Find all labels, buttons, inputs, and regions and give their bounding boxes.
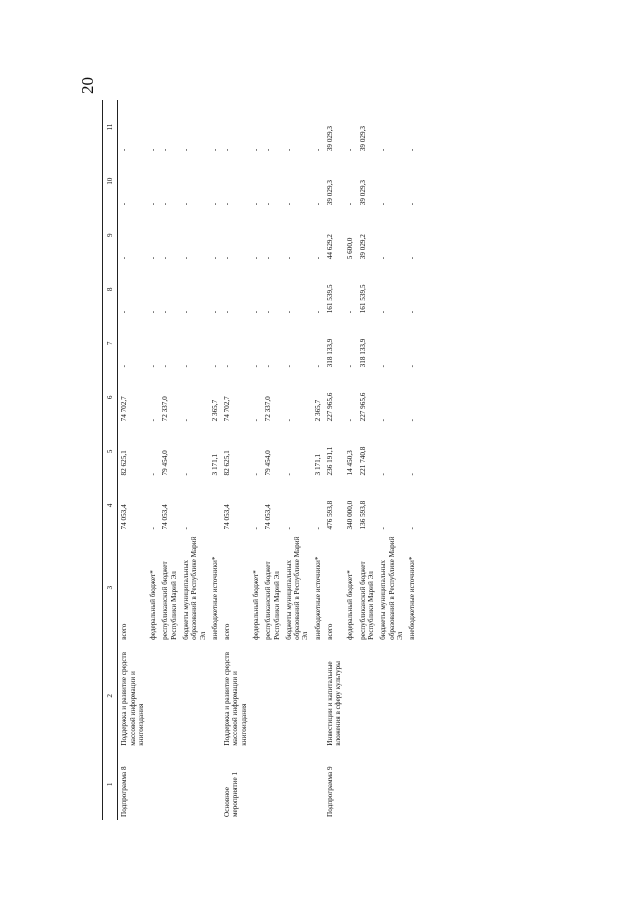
- value-cell: -: [264, 364, 273, 368]
- value-cell: 74 053,4: [120, 504, 129, 530]
- page-number: 20: [78, 77, 97, 94]
- value-cell: -: [251, 473, 260, 476]
- value-cell: -: [149, 418, 158, 422]
- column-number-1: 1: [103, 749, 118, 820]
- value-cell: -: [284, 148, 293, 152]
- table-row: [159, 100, 180, 820]
- value-cell: -: [313, 364, 322, 368]
- value-cell: -: [408, 202, 417, 206]
- program-title-cell: [406, 643, 418, 749]
- value-cell: -: [149, 473, 158, 476]
- value-cell: 39 029,3: [358, 180, 367, 206]
- value-cell: -: [120, 148, 129, 152]
- value-cell: -: [346, 202, 355, 206]
- value-cell: 136 593,8: [358, 500, 367, 530]
- value-cell: 227 965,6: [325, 392, 334, 422]
- program-name-cell: [357, 749, 378, 820]
- program-name-cell: [312, 749, 324, 820]
- table-row: [344, 100, 356, 820]
- value-cell: -: [264, 310, 273, 314]
- program-title-cell: [312, 643, 324, 749]
- value-cell: -: [251, 148, 260, 152]
- column-number-header: [103, 100, 118, 820]
- value-cell: 476 593,8: [325, 500, 334, 530]
- program-name-cell: [159, 749, 180, 820]
- funding-source-cell: республиканский бюджет Республики Марий Эл: [161, 561, 178, 640]
- value-cell: 74 053,4: [264, 504, 273, 530]
- value-cell: -: [408, 364, 417, 368]
- value-cell: 74 053,4: [223, 504, 232, 530]
- funding-source-cell: республиканский бюджет Республики Марий Эл: [358, 561, 376, 640]
- value-cell: -: [181, 473, 190, 476]
- table-row: [262, 100, 283, 820]
- program-name-cell: [262, 749, 283, 820]
- value-cell: -: [313, 256, 322, 260]
- value-cell: -: [251, 527, 260, 530]
- value-cell: -: [181, 527, 190, 530]
- value-cell: -: [284, 256, 293, 260]
- value-cell: -: [210, 202, 219, 206]
- column-number-3: 3: [103, 532, 118, 642]
- program-name-cell: [283, 749, 312, 820]
- value-cell: -: [251, 310, 260, 314]
- program-name-cell: [147, 749, 159, 820]
- funding-source-cell: федеральный бюджет*: [251, 570, 260, 640]
- value-cell: -: [210, 364, 219, 368]
- value-cell: -: [379, 418, 388, 422]
- column-number-5: 5: [103, 424, 118, 478]
- value-cell: -: [251, 364, 260, 368]
- value-cell: 82 625,1: [223, 450, 232, 476]
- value-cell: -: [313, 310, 322, 314]
- table-row: [147, 100, 159, 820]
- program-name-cell: [209, 749, 221, 820]
- value-cell: -: [161, 364, 170, 368]
- value-cell: -: [264, 148, 273, 152]
- column-number-7: 7: [103, 316, 118, 370]
- value-cell: -: [161, 202, 170, 206]
- table-row: [377, 100, 406, 820]
- value-cell: -: [210, 256, 219, 260]
- value-cell: 5 600,0: [346, 237, 355, 260]
- value-cell: -: [313, 527, 322, 530]
- value-cell: -: [223, 202, 232, 206]
- value-cell: 2 365,7: [313, 399, 322, 422]
- table-row: [250, 100, 262, 820]
- value-cell: -: [210, 148, 219, 152]
- value-cell: 72 337,0: [161, 396, 170, 422]
- value-cell: -: [408, 256, 417, 260]
- value-cell: -: [346, 364, 355, 368]
- value-cell: 227 965,6: [358, 392, 367, 422]
- value-cell: -: [408, 148, 417, 152]
- value-cell: -: [161, 256, 170, 260]
- table-row: [312, 100, 324, 820]
- table-row: [283, 100, 312, 820]
- value-cell: -: [346, 148, 355, 152]
- funding-source-cell: бюджеты муниципальных образований в Республике Марий Эл: [379, 536, 404, 640]
- value-cell: -: [149, 310, 158, 314]
- column-number-10: 10: [103, 154, 118, 208]
- program-name-cell: Подпрограмма 9: [325, 766, 334, 817]
- program-name-cell: [406, 749, 418, 820]
- value-cell: -: [161, 310, 170, 314]
- funding-source-cell: бюджеты муниципальных образований в Республике Марий Эл: [181, 536, 207, 640]
- rotated-table-container: [102, 100, 622, 820]
- program-title-cell: [180, 643, 209, 749]
- program-title-cell: [209, 643, 221, 749]
- funding-source-cell: федеральный бюджет*: [346, 570, 355, 640]
- value-cell: -: [284, 418, 293, 422]
- value-cell: -: [284, 527, 293, 530]
- value-cell: 74 053,4: [161, 504, 170, 530]
- funding-source-cell: республиканский бюджет Республики Марий Эл: [264, 561, 281, 640]
- value-cell: 221 740,8: [358, 446, 367, 476]
- value-cell: -: [379, 527, 388, 530]
- value-cell: -: [379, 202, 388, 206]
- value-cell: -: [284, 310, 293, 314]
- column-number-4: 4: [103, 478, 118, 532]
- value-cell: -: [408, 418, 417, 422]
- value-cell: -: [408, 527, 417, 530]
- value-cell: -: [346, 418, 355, 422]
- value-cell: -: [251, 418, 260, 422]
- value-cell: 14 450,3: [346, 450, 355, 476]
- value-cell: -: [210, 310, 219, 314]
- value-cell: -: [284, 473, 293, 476]
- value-cell: -: [120, 202, 129, 206]
- value-cell: -: [408, 310, 417, 314]
- value-cell: 161 539,5: [358, 284, 367, 314]
- value-cell: -: [181, 148, 190, 152]
- table-row: [209, 100, 221, 820]
- table-row: [221, 100, 250, 820]
- value-cell: 79 454,0: [161, 450, 170, 476]
- table-body: [118, 100, 419, 820]
- funding-source-cell: внебюджетные источники*: [313, 556, 322, 640]
- program-title-cell: [344, 643, 356, 749]
- program-title-cell: Поддержка и развитие средств массовой информации и книгоиздания: [223, 651, 248, 746]
- value-cell: -: [181, 418, 190, 422]
- table-row: [357, 100, 378, 820]
- value-cell: -: [120, 364, 129, 368]
- value-cell: -: [223, 364, 232, 368]
- value-cell: 79 454,0: [264, 450, 273, 476]
- column-number-9: 9: [103, 208, 118, 262]
- program-title-cell: [377, 643, 406, 749]
- value-cell: -: [251, 256, 260, 260]
- funding-source-cell: всего: [325, 623, 334, 640]
- value-cell: -: [149, 364, 158, 368]
- value-cell: -: [264, 256, 273, 260]
- value-cell: -: [181, 202, 190, 206]
- value-cell: 44 629,2: [325, 234, 334, 260]
- value-cell: -: [313, 148, 322, 152]
- value-cell: -: [346, 310, 355, 314]
- program-title-cell: [159, 643, 180, 749]
- program-name-cell: Подпрограмма 8: [120, 766, 129, 817]
- value-cell: -: [149, 148, 158, 152]
- value-cell: 318 133,9: [358, 338, 367, 368]
- value-cell: -: [120, 310, 129, 314]
- value-cell: -: [149, 256, 158, 260]
- value-cell: 39 029,2: [358, 234, 367, 260]
- value-cell: 236 191,1: [325, 446, 334, 476]
- value-cell: 318 133,9: [325, 338, 334, 368]
- value-cell: 72 337,0: [264, 396, 273, 422]
- value-cell: 39 029,3: [325, 126, 334, 152]
- value-cell: -: [251, 202, 260, 206]
- funding-source-cell: федеральный бюджет*: [149, 570, 158, 640]
- value-cell: -: [408, 473, 417, 476]
- value-cell: -: [223, 148, 232, 152]
- program-name-cell: [344, 749, 356, 820]
- value-cell: -: [284, 202, 293, 206]
- value-cell: 161 539,5: [325, 284, 334, 314]
- value-cell: -: [264, 202, 273, 206]
- program-title-cell: [283, 643, 312, 749]
- program-name-cell: Основное мероприятие 1: [223, 771, 240, 817]
- value-cell: 340 000,0: [346, 500, 355, 530]
- value-cell: -: [379, 473, 388, 476]
- value-cell: [209, 478, 221, 532]
- value-cell: -: [379, 364, 388, 368]
- program-title-cell: Инвестиции и капитальные вложения в сферу культуры: [325, 661, 343, 746]
- value-cell: 39 029,3: [325, 180, 334, 206]
- funding-source-cell: бюджеты муниципальных образований в Республике Марий Эл: [284, 536, 310, 640]
- value-cell: -: [223, 310, 232, 314]
- program-title-cell: Поддержка и развитие средств массовой информации и книгоиздания: [120, 651, 145, 746]
- value-cell: 82 625,1: [120, 450, 129, 476]
- value-cell: -: [149, 527, 158, 530]
- value-cell: 3 171,1: [313, 453, 322, 476]
- table-row: [118, 100, 147, 820]
- funding-source-cell: всего: [223, 623, 232, 640]
- program-name-cell: [250, 749, 262, 820]
- column-number-11: 11: [103, 100, 118, 154]
- funding-source-cell: всего: [120, 623, 129, 640]
- table-row: [180, 100, 209, 820]
- funding-source-cell: внебюджетные источники*: [210, 556, 219, 640]
- value-cell: -: [120, 256, 129, 260]
- value-cell: -: [181, 364, 190, 368]
- value-cell: -: [181, 256, 190, 260]
- value-cell: 74 702,7: [120, 396, 129, 422]
- value-cell: 3 171,1: [210, 453, 219, 476]
- value-cell: -: [379, 310, 388, 314]
- financing-table: [102, 100, 418, 820]
- table-row: [406, 100, 418, 820]
- value-cell: -: [149, 202, 158, 206]
- program-title-cell: [262, 643, 283, 749]
- program-title-cell: [250, 643, 262, 749]
- column-number-2: 2: [103, 643, 118, 749]
- funding-source-cell: внебюджетные источники*: [408, 556, 417, 640]
- value-cell: -: [161, 148, 170, 152]
- value-cell: -: [284, 364, 293, 368]
- program-title-cell: [147, 643, 159, 749]
- value-cell: -: [223, 256, 232, 260]
- value-cell: -: [379, 148, 388, 152]
- column-number-6: 6: [103, 370, 118, 424]
- value-cell: -: [313, 202, 322, 206]
- program-name-cell: [180, 749, 209, 820]
- column-number-8: 8: [103, 262, 118, 316]
- value-cell: 2 365,7: [210, 399, 219, 422]
- program-title-cell: [357, 643, 378, 749]
- value-cell: -: [181, 310, 190, 314]
- program-name-cell: [377, 749, 406, 820]
- value-cell: -: [379, 256, 388, 260]
- table-row: [324, 100, 345, 820]
- value-cell: 39 029,3: [358, 126, 367, 152]
- value-cell: 74 702,7: [223, 396, 232, 422]
